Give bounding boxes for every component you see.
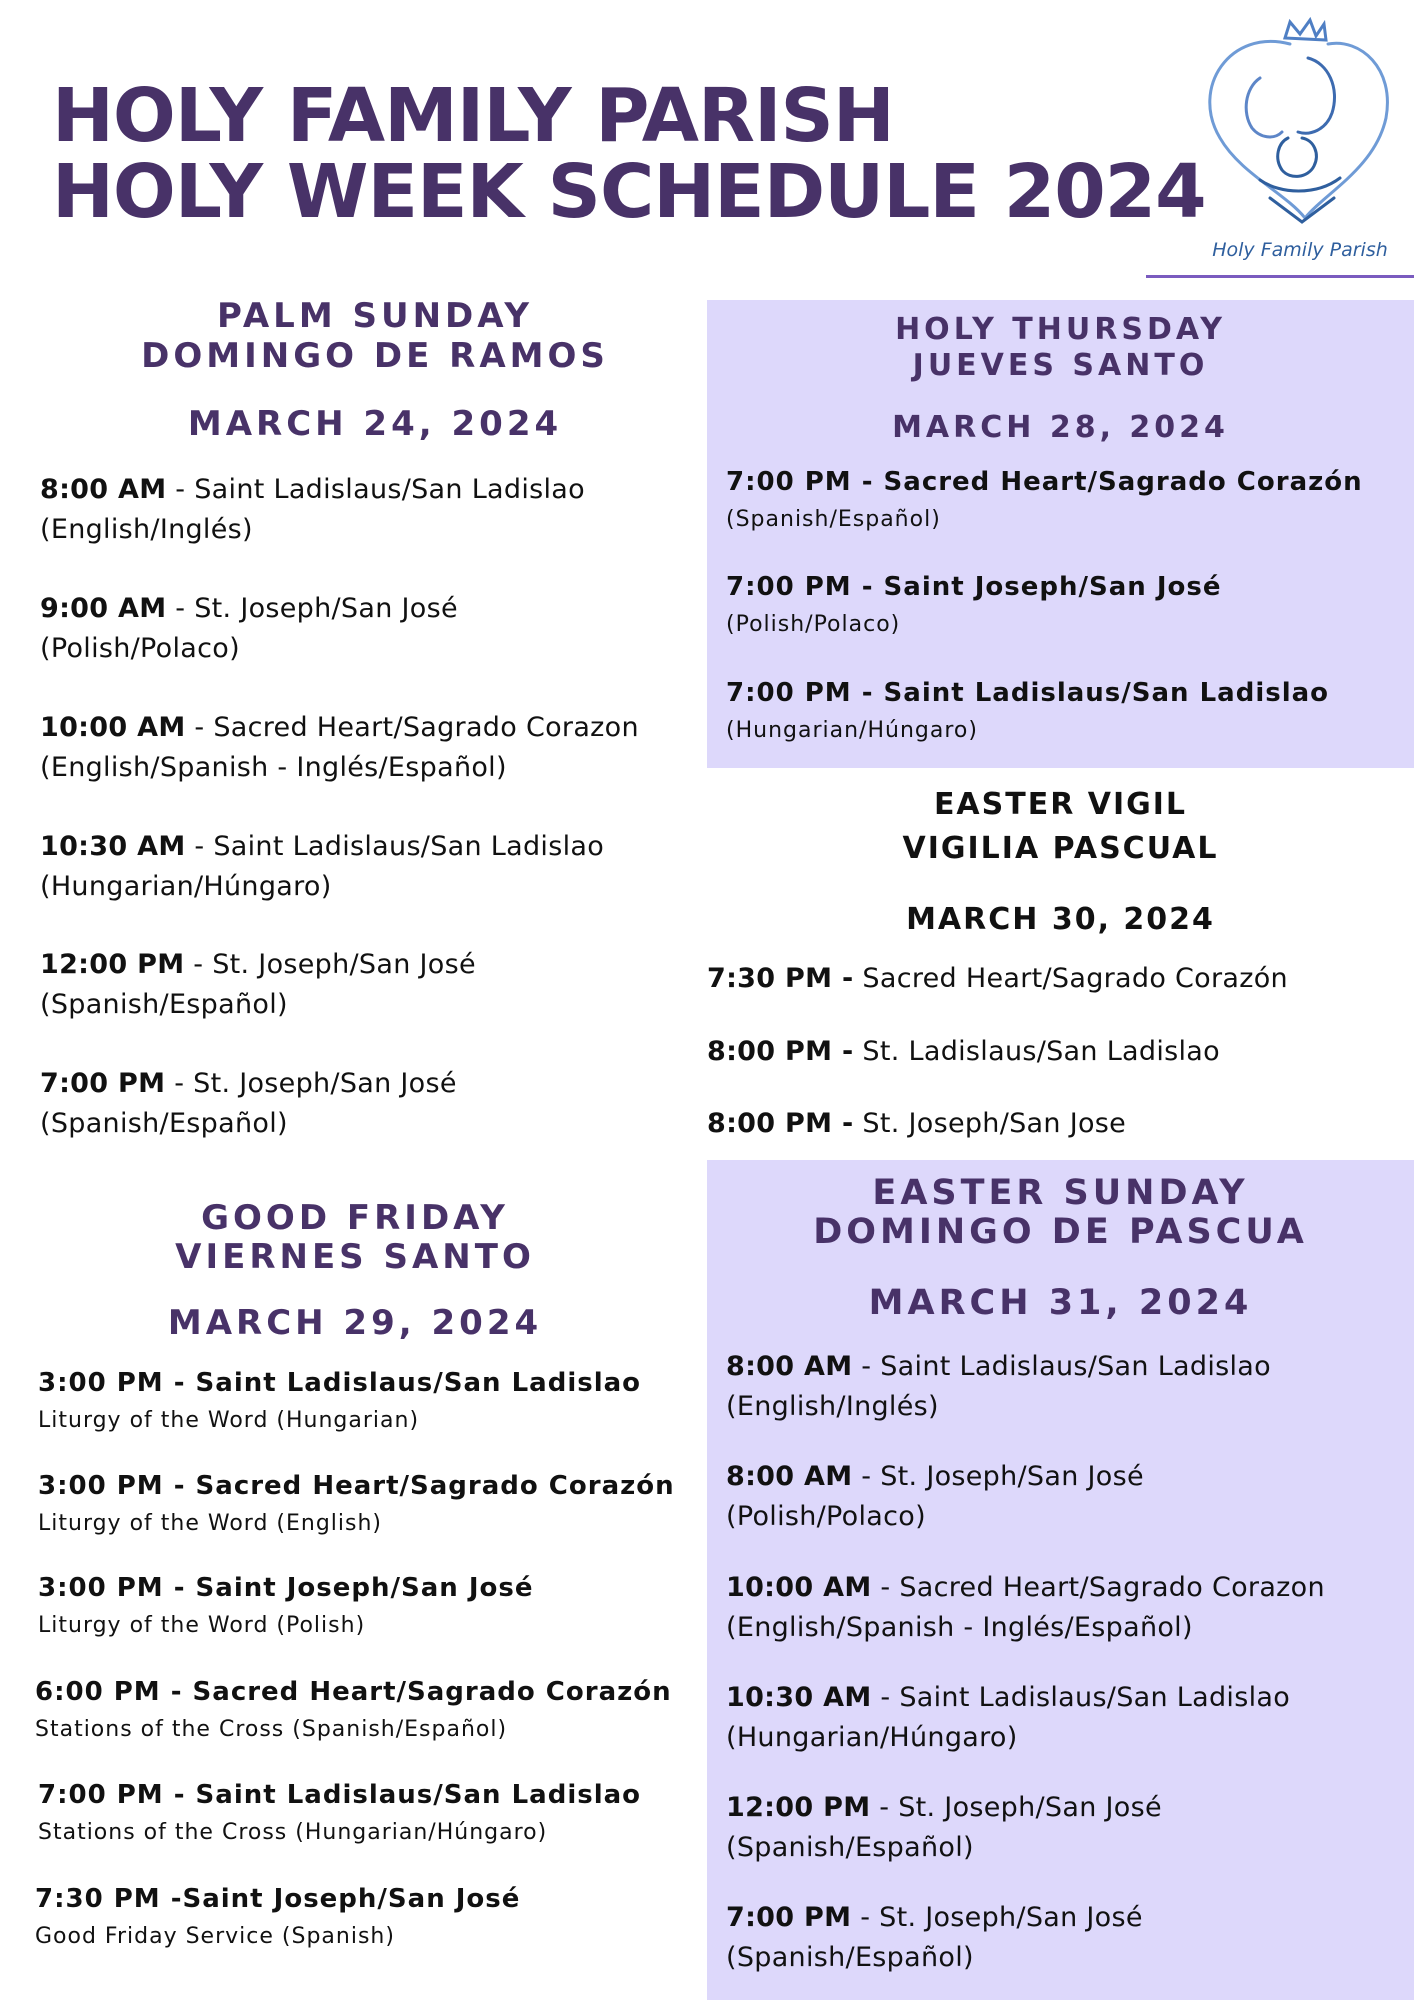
friday-entry-4: 6:00 PM - Sacred Heart/Sagrado Corazón Stations of the Cross (Spanish/Español) <box>35 1677 672 1742</box>
good-friday-date: MARCH 29, 2024 <box>167 1303 543 1343</box>
friday-entry-2: 3:00 PM - Sacred Heart/Sagrado Corazón Liturgy of the Word (English) <box>38 1471 675 1536</box>
holy-thursday-heading <box>707 312 1414 384</box>
easter-vigil-title-en: EASTER VIGIL <box>933 787 1188 822</box>
palm-sunday-title-es: DOMINGO DE RAMOS <box>141 336 609 376</box>
good-friday-heading <box>40 1199 670 1277</box>
easter-entry-4: 10:30 AM - Saint Ladislaus/San Ladislao (Hungarian/Húngaro) <box>726 1682 1291 1753</box>
logo-caption: Holy Family Parish <box>1212 239 1388 261</box>
easter-entry-3: 10:00 AM - Sacred Heart/Sagrado Corazon (English/Spanish - Inglés/Español) <box>726 1572 1325 1643</box>
header-divider <box>1146 275 1414 278</box>
easter-vigil-date: MARCH 30, 2024 <box>906 902 1215 937</box>
holy-thursday-date: MARCH 28, 2024 <box>892 410 1229 445</box>
easter-vigil-heading <box>707 783 1414 871</box>
good-friday-title-en: GOOD FRIDAY <box>201 1198 509 1238</box>
easter-entry-6: 7:00 PM - St. Joseph/San José (Spanish/Español) <box>726 1902 1143 1973</box>
easter-entry-1: 8:00 AM - Saint Ladislaus/San Ladislao (English/Inglés) <box>726 1351 1271 1422</box>
palm-entry-6: 7:00 PM - St. Joseph/San José (Spanish/Español) <box>40 1068 457 1139</box>
holy-thursday-title-es: JUEVES SANTO <box>912 348 1209 383</box>
thursday-entry-1: 7:00 PM - Sacred Heart/Sagrado Corazón (Spanish/Español) <box>726 467 1363 532</box>
crown-icon <box>1285 20 1326 40</box>
good-friday-title-es: VIERNES SANTO <box>175 1237 535 1277</box>
friday-entry-5: 7:00 PM - Saint Ladislaus/San Ladislao Stations of the Cross (Hungarian/Húngaro) <box>38 1780 642 1845</box>
friday-entry-1: 3:00 PM - Saint Ladislaus/San Ladislao Liturgy of the Word (Hungarian) <box>38 1368 642 1433</box>
easter-sunday-title-es: DOMINGO DE PASCUA <box>813 1212 1308 1252</box>
holy-thursday-title-en: HOLY THURSDAY <box>895 312 1226 347</box>
palm-sunday-date: MARCH 24, 2024 <box>187 404 563 444</box>
parish-logo <box>1190 8 1410 268</box>
easter-vigil-title-es: VIGILIA PASCUAL <box>902 831 1219 866</box>
friday-entry-3: 3:00 PM - Saint Joseph/San José Liturgy of the Word (Polish) <box>38 1573 534 1638</box>
easter-sunday-heading <box>707 1174 1414 1252</box>
page-title <box>52 73 1206 235</box>
vigil-entry-2: 8:00 PM - St. Ladislaus/San Ladislao <box>707 1036 1220 1067</box>
palm-entry-1: 8:00 AM - Saint Ladislaus/San Ladislao (English/Inglés) <box>40 474 585 545</box>
title-line-1: HOLY FAMILY PARISH <box>52 73 894 159</box>
palm-entry-2: 9:00 AM - St. Joseph/San José (Polish/Polaco) <box>40 593 458 664</box>
vigil-entry-1: 7:30 PM - Sacred Heart/Sagrado Corazón <box>707 963 1288 994</box>
palm-sunday-heading <box>40 296 710 376</box>
vigil-entry-3: 8:00 PM - St. Joseph/San Jose <box>707 1108 1127 1139</box>
easter-sunday-title-en: EASTER SUNDAY <box>872 1173 1249 1213</box>
thursday-entry-2: 7:00 PM - Saint Joseph/San José (Polish/Polaco) <box>726 572 1222 637</box>
palm-entry-3: 10:00 AM - Sacred Heart/Sagrado Corazon (English/Spanish - Inglés/Español) <box>40 712 639 783</box>
easter-entry-2: 8:00 AM - St. Joseph/San José (Polish/Polaco) <box>726 1461 1144 1532</box>
friday-entry-6: 7:30 PM -Saint Joseph/San José Good Friday Service (Spanish) <box>35 1884 521 1949</box>
easter-entry-5: 12:00 PM - St. Joseph/San José (Spanish/Español) <box>726 1792 1162 1863</box>
palm-entry-5: 12:00 PM - St. Joseph/San José (Spanish/Español) <box>40 949 476 1020</box>
palm-entry-4: 10:30 AM - Saint Ladislaus/San Ladislao (Hungarian/Húngaro) <box>40 831 605 902</box>
palm-sunday-title-en: PALM SUNDAY <box>217 296 533 336</box>
title-line-2: HOLY WEEK SCHEDULE 2024 <box>52 149 1206 235</box>
thursday-entry-3: 7:00 PM - Saint Ladislaus/San Ladislao (Hungarian/Húngaro) <box>726 678 1330 743</box>
easter-sunday-date: MARCH 31, 2024 <box>868 1283 1253 1323</box>
